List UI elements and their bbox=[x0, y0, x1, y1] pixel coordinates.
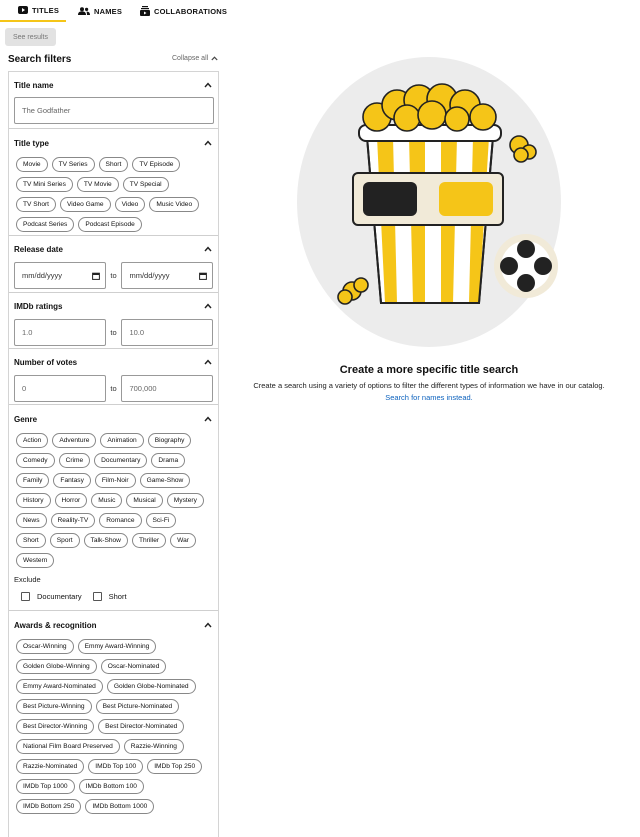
filters-panel bbox=[8, 71, 219, 837]
search-names-link[interactable]: Search for names instead. bbox=[385, 393, 473, 402]
filter-chip[interactable]: Best Picture-Winning bbox=[16, 699, 92, 714]
section-header-title-name[interactable] bbox=[9, 72, 218, 98]
filter-chip[interactable]: Musical bbox=[126, 493, 162, 508]
exclude-label: Exclude bbox=[14, 575, 41, 584]
filter-chip[interactable]: Movie bbox=[16, 157, 48, 172]
filter-chip[interactable]: History bbox=[16, 493, 51, 508]
filter-chip[interactable]: Adventure bbox=[52, 433, 96, 448]
filter-chip[interactable]: Biography bbox=[148, 433, 192, 448]
filter-chip[interactable]: IMDb Bottom 1000 bbox=[85, 799, 154, 814]
filter-chip[interactable]: Comedy bbox=[16, 453, 55, 468]
rating-min-input[interactable]: 1.0 bbox=[14, 319, 106, 346]
section-label: Title type bbox=[14, 138, 49, 148]
calendar-icon bbox=[92, 272, 100, 280]
main-heading: Create a more specific title search bbox=[339, 364, 519, 376]
section-release-date bbox=[9, 236, 218, 293]
collaborations-icon bbox=[140, 6, 150, 16]
filter-chip[interactable]: Reality-TV bbox=[51, 513, 96, 528]
tab-names[interactable] bbox=[66, 0, 138, 22]
see-results-button[interactable]: See results bbox=[5, 28, 56, 46]
chevron-up-icon bbox=[204, 416, 212, 422]
range-to-label: to bbox=[110, 384, 117, 393]
filter-chip[interactable]: TV Series bbox=[52, 157, 95, 172]
section-imdb-ratings bbox=[9, 293, 218, 349]
exclude-short-checkbox[interactable] bbox=[93, 592, 127, 601]
filter-chip[interactable]: IMDb Bottom 100 bbox=[79, 779, 144, 794]
filter-chip[interactable]: Animation bbox=[100, 433, 143, 448]
votes-max-input[interactable]: 700,000 bbox=[121, 375, 213, 402]
filter-chip[interactable]: Documentary bbox=[94, 453, 147, 468]
filter-chip[interactable]: Emmy Award-Winning bbox=[78, 639, 157, 654]
awards-chips bbox=[9, 639, 218, 819]
filter-chip[interactable]: IMDb Top 250 bbox=[147, 759, 202, 774]
tab-titles-label: TITLES bbox=[32, 5, 60, 15]
section-title-type bbox=[9, 129, 218, 236]
chevron-up-icon bbox=[204, 246, 212, 252]
filter-chip[interactable]: TV Episode bbox=[132, 157, 180, 172]
tab-collaborations[interactable] bbox=[138, 0, 235, 22]
filter-chip[interactable]: Best Director-Winning bbox=[16, 719, 94, 734]
filter-chip[interactable]: Short bbox=[16, 533, 46, 548]
people-icon bbox=[78, 7, 90, 15]
filter-chip[interactable]: TV Short bbox=[16, 197, 56, 212]
filter-chip[interactable]: Drama bbox=[151, 453, 185, 468]
search-type-tabs bbox=[0, 0, 235, 22]
checkbox-label: Short bbox=[108, 592, 127, 601]
filter-chip[interactable]: Talk-Show bbox=[84, 533, 128, 548]
filter-chip[interactable]: TV Movie bbox=[77, 177, 119, 192]
filter-chip[interactable]: Romance bbox=[99, 513, 141, 528]
calendar-icon bbox=[199, 272, 207, 280]
filter-chip[interactable]: Crime bbox=[59, 453, 91, 468]
release-date-to-input[interactable] bbox=[121, 262, 213, 289]
filter-chip[interactable]: Podcast Series bbox=[16, 217, 74, 232]
section-title-name bbox=[9, 72, 218, 129]
filter-chip[interactable]: Oscar-Winning bbox=[16, 639, 74, 654]
popcorn-3d-glasses-illustration bbox=[297, 55, 563, 349]
section-header-awards[interactable] bbox=[9, 611, 218, 639]
section-label: Genre bbox=[14, 414, 38, 424]
filter-chip[interactable]: Sport bbox=[50, 533, 80, 548]
section-label: Title name bbox=[14, 80, 54, 90]
checkbox-box[interactable] bbox=[21, 592, 30, 601]
filter-chip[interactable]: Video bbox=[115, 197, 146, 212]
range-to-label: to bbox=[110, 328, 117, 337]
title-type-chips bbox=[9, 157, 218, 237]
filter-chip[interactable]: Podcast Episode bbox=[78, 217, 142, 232]
filter-chip[interactable]: Golden Globe-Nominated bbox=[107, 679, 196, 694]
votes-min-input[interactable]: 0 bbox=[14, 375, 106, 402]
filter-chip[interactable]: IMDb Top 100 bbox=[88, 759, 143, 774]
filter-chip[interactable]: Action bbox=[16, 433, 48, 448]
section-header-title-type[interactable] bbox=[9, 129, 218, 157]
filter-chip[interactable]: Sci-Fi bbox=[146, 513, 177, 528]
filter-chip[interactable]: Thriller bbox=[132, 533, 166, 548]
filter-chip[interactable]: Family bbox=[16, 473, 49, 488]
chevron-up-icon bbox=[204, 303, 212, 309]
filter-chip[interactable]: Horror bbox=[55, 493, 88, 508]
filter-chip[interactable]: Best Picture-Nominated bbox=[96, 699, 180, 714]
filter-chip[interactable]: Mystery bbox=[167, 493, 204, 508]
title-name-input[interactable]: The Godfather bbox=[14, 97, 214, 124]
filter-chip[interactable]: Music Video bbox=[149, 197, 199, 212]
filter-chip[interactable]: IMDb Bottom 250 bbox=[16, 799, 81, 814]
range-to-label: to bbox=[110, 271, 117, 280]
filter-chip[interactable]: TV Mini Series bbox=[16, 177, 73, 192]
filter-chip[interactable]: War bbox=[170, 533, 196, 548]
filter-chip[interactable]: Film-Noir bbox=[95, 473, 136, 488]
genre-chips bbox=[9, 433, 218, 573]
section-label: Awards & recognition bbox=[14, 620, 97, 630]
filter-chip[interactable]: Razzie-Nominated bbox=[16, 759, 84, 774]
filter-chip[interactable]: Best Director-Nominated bbox=[98, 719, 184, 734]
section-awards bbox=[9, 611, 218, 819]
section-header-imdb-ratings[interactable] bbox=[9, 293, 218, 319]
section-label: IMDb ratings bbox=[14, 301, 63, 311]
main-description: Create a search using a variety of options to filter the different types of information we have in our catalog. bbox=[253, 381, 605, 390]
section-label: Number of votes bbox=[14, 357, 78, 367]
section-genre bbox=[9, 405, 218, 611]
filter-chip[interactable]: TV Special bbox=[123, 177, 169, 192]
collapse-all-button[interactable] bbox=[172, 55, 218, 62]
checkbox-box[interactable] bbox=[93, 592, 102, 601]
section-label: Release date bbox=[14, 244, 63, 254]
section-header-genre[interactable] bbox=[9, 405, 218, 433]
chevron-up-icon bbox=[204, 82, 212, 88]
chevron-up-icon bbox=[204, 622, 212, 628]
filter-chip[interactable]: Western bbox=[16, 553, 54, 568]
filter-chip[interactable]: News bbox=[16, 513, 47, 528]
filter-chip[interactable]: Short bbox=[99, 157, 129, 172]
filter-chip[interactable]: Game-Show bbox=[140, 473, 191, 488]
tab-titles[interactable] bbox=[0, 0, 66, 22]
filter-chip[interactable]: Fantasy bbox=[53, 473, 90, 488]
checkbox-label: Documentary bbox=[37, 592, 82, 601]
section-header-release-date[interactable] bbox=[9, 236, 218, 262]
filter-chip[interactable]: Music bbox=[91, 493, 122, 508]
date-placeholder: mm/dd/yyyy bbox=[129, 271, 170, 280]
search-filters-title: Search filters bbox=[8, 54, 72, 65]
exclude-documentary-checkbox[interactable] bbox=[21, 592, 82, 601]
rating-max-input[interactable]: 10.0 bbox=[121, 319, 213, 346]
filter-chip[interactable]: Golden Globe-Winning bbox=[16, 659, 97, 674]
chevron-up-icon bbox=[211, 56, 218, 61]
exclude-options bbox=[9, 592, 218, 601]
tab-names-label: NAMES bbox=[94, 6, 123, 16]
release-date-from-input[interactable] bbox=[14, 262, 106, 289]
collapse-all-label: Collapse all bbox=[172, 55, 209, 62]
filter-chip[interactable]: IMDb Top 1000 bbox=[16, 779, 75, 794]
tab-collaborations-label: COLLABORATIONS bbox=[154, 6, 228, 16]
date-placeholder: mm/dd/yyyy bbox=[22, 271, 63, 280]
chevron-up-icon bbox=[204, 140, 212, 146]
video-play-icon bbox=[18, 6, 28, 14]
filter-chip[interactable]: Emmy Award-Nominated bbox=[16, 679, 103, 694]
filter-chip[interactable]: Video Game bbox=[60, 197, 111, 212]
filter-chip[interactable]: Oscar-Nominated bbox=[101, 659, 167, 674]
filter-chip[interactable]: Razzie-Winning bbox=[124, 739, 184, 754]
filter-chip[interactable]: National Film Board Preserved bbox=[16, 739, 120, 754]
